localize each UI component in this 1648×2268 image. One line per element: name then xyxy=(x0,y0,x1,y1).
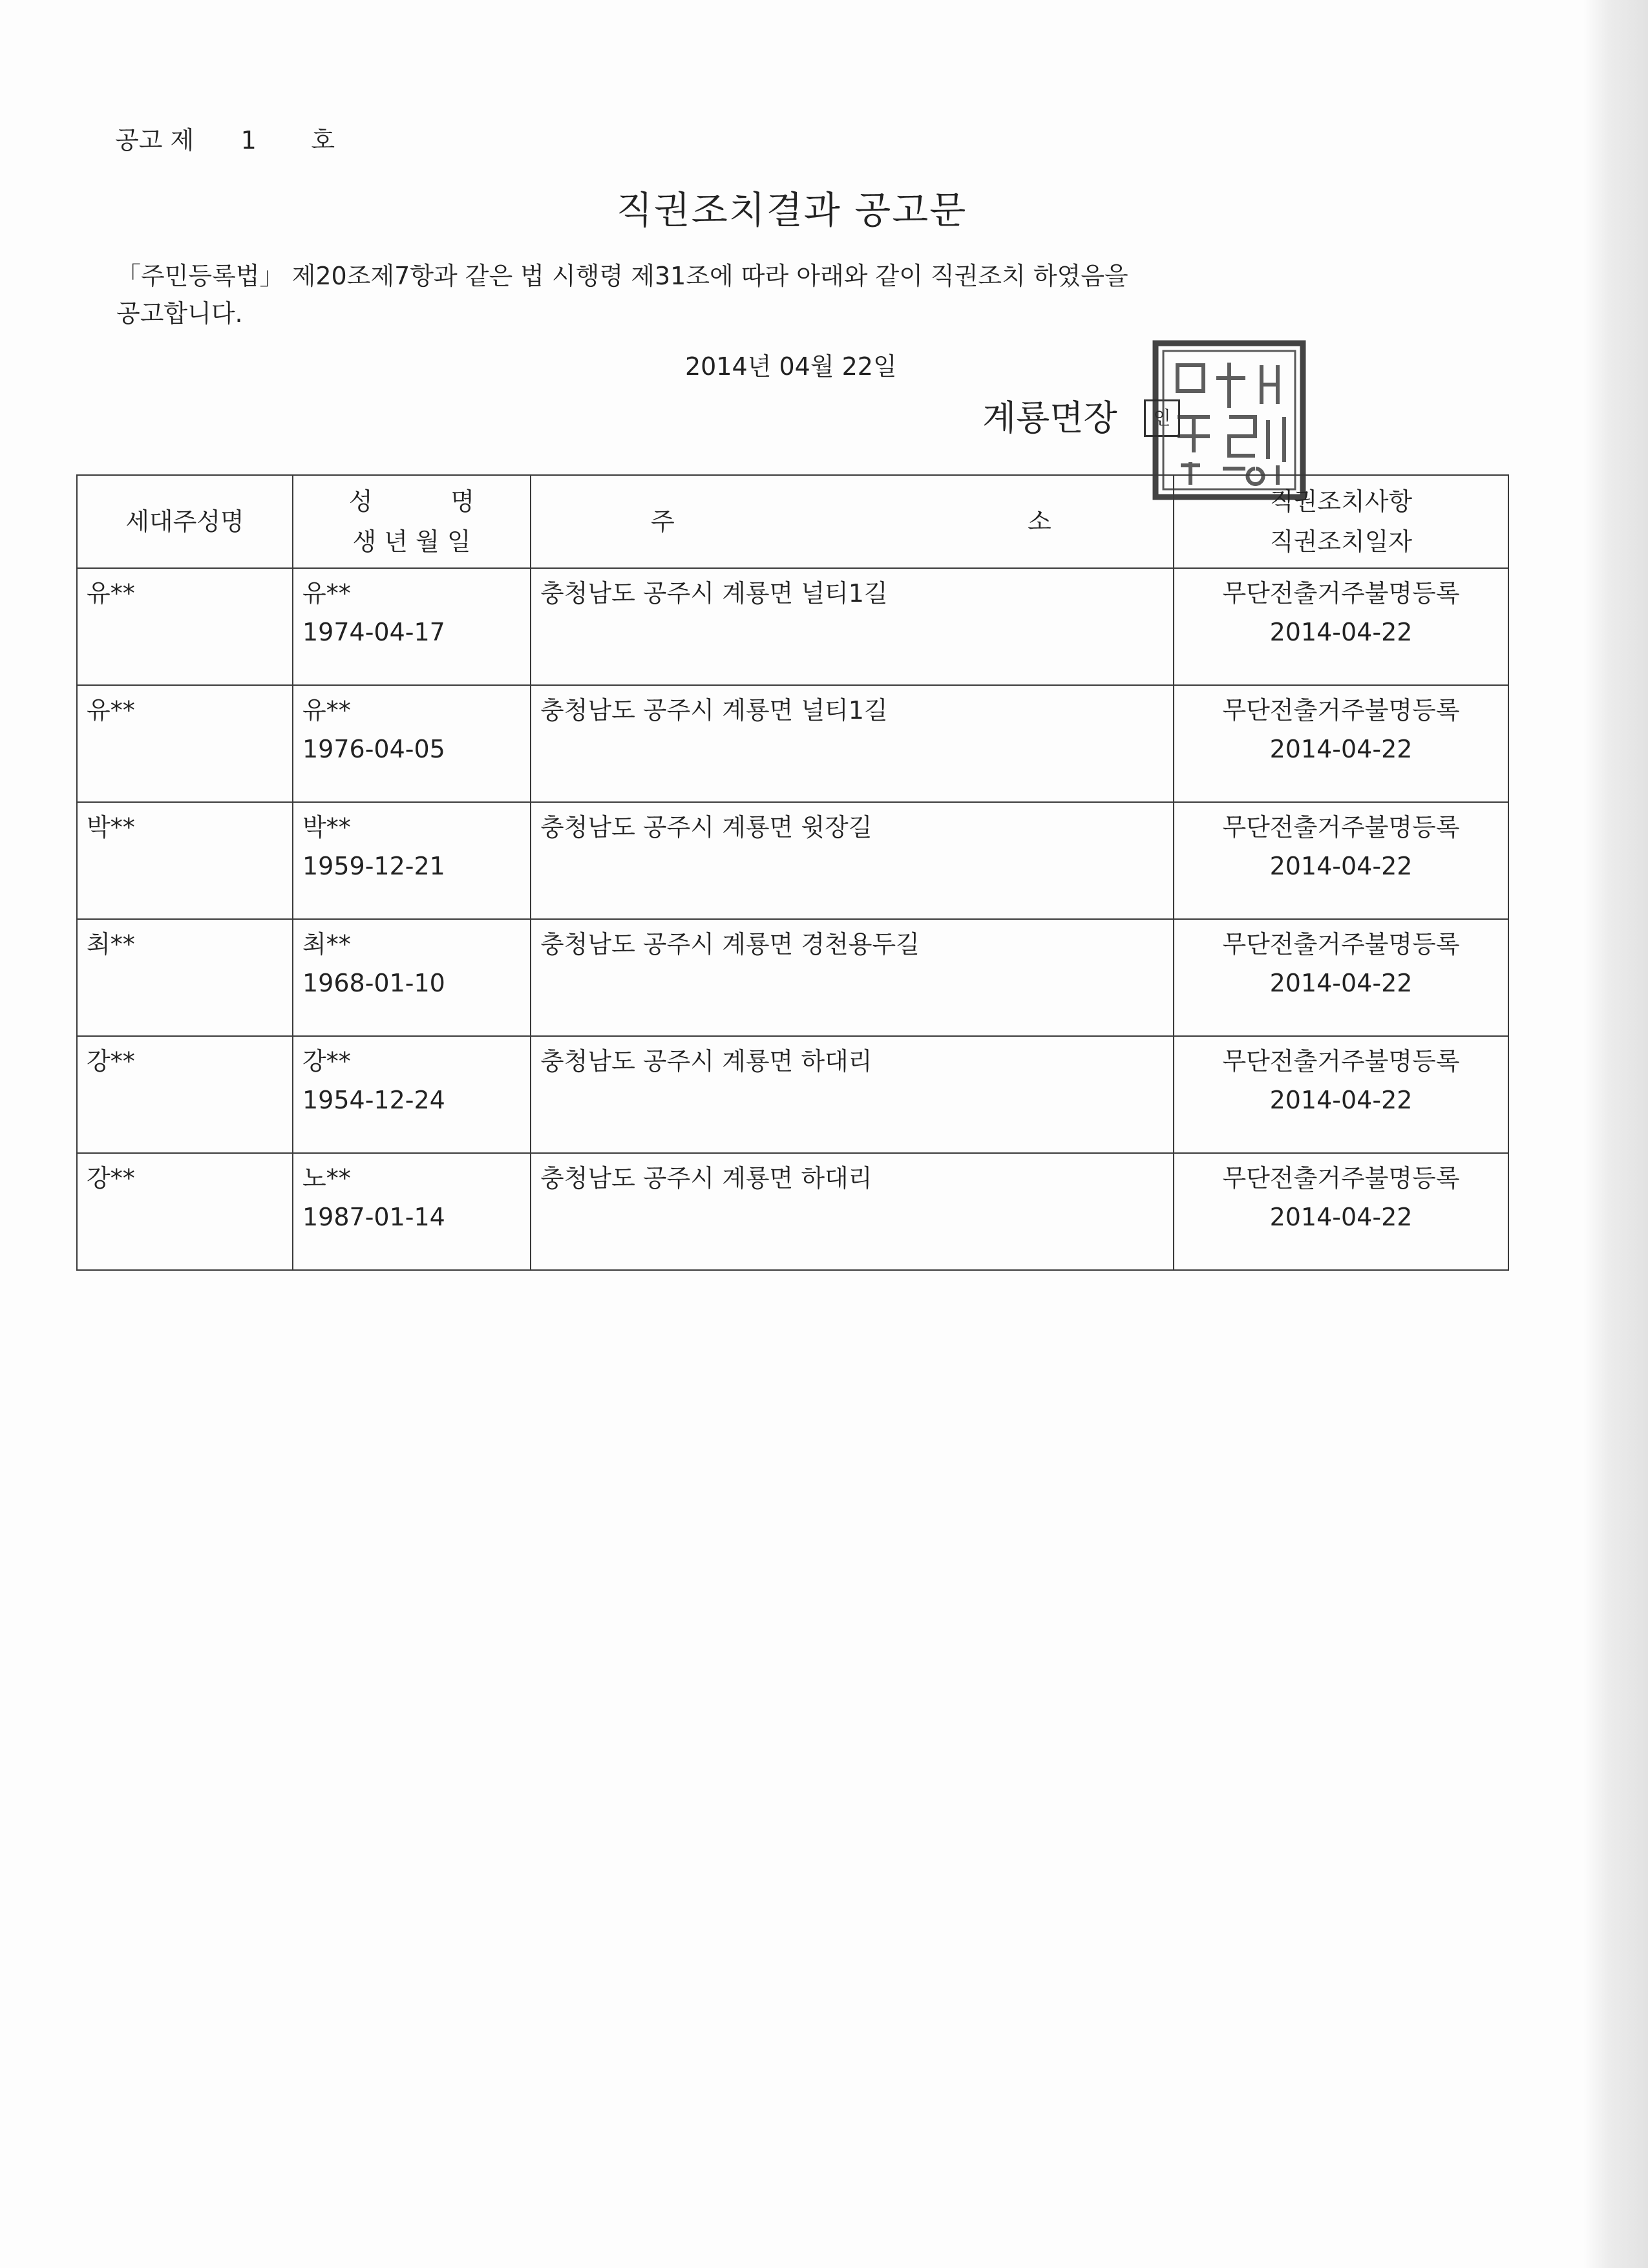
header-address xyxy=(531,475,1174,568)
birthdate-value: 1959-12-21 xyxy=(302,852,445,880)
header-address-right: 소 xyxy=(1028,507,1051,536)
header-action-date: 직권조치일자 xyxy=(1269,527,1413,556)
action-results-table xyxy=(76,474,1509,1271)
address-cell: 충청남도 공주시 계룡면 널티1길 xyxy=(531,685,1174,802)
household-head-cell: 박** xyxy=(77,802,293,919)
header-name: 성 명 xyxy=(348,487,475,516)
header-household-head: 세대주성명 xyxy=(77,475,293,568)
action-date-value: 2014-04-22 xyxy=(1269,969,1413,997)
action-value: 무단전출거주불명등록 xyxy=(1222,1164,1460,1192)
birthdate-value: 1968-01-10 xyxy=(302,969,445,997)
action-date-value: 2014-04-22 xyxy=(1269,1086,1413,1114)
name-value: 박** xyxy=(302,813,351,842)
household-head-cell: 유** xyxy=(77,685,293,802)
name-birthdate-cell xyxy=(293,1153,531,1270)
birthdate-value: 1987-01-14 xyxy=(302,1203,445,1231)
document-title: 직권조치결과 공고문 xyxy=(616,188,967,232)
name-birthdate-cell xyxy=(293,919,531,1036)
action-value: 무단전출거주불명등록 xyxy=(1222,930,1460,959)
table-row xyxy=(77,1153,1508,1270)
action-cell xyxy=(1174,802,1508,919)
notice-body: 「주민등록법」 제20조제7항과 같은 법 시행령 제31조에 따라 아래와 같이 직권조치 하였음을 공고합니다. xyxy=(116,262,1128,328)
action-value: 무단전출거주불명등록 xyxy=(1222,813,1460,842)
action-date-value: 2014-04-22 xyxy=(1269,852,1413,880)
address-cell: 충청남도 공주시 계룡면 하대리 xyxy=(531,1153,1174,1270)
action-value: 무단전출거주불명등록 xyxy=(1222,579,1460,608)
header-action-type: 직권조치사항 xyxy=(1269,487,1413,516)
household-head-cell: 강** xyxy=(77,1153,293,1270)
household-head-cell: 유** xyxy=(77,568,293,685)
action-date-value: 2014-04-22 xyxy=(1269,618,1413,646)
name-birthdate-cell xyxy=(293,1036,531,1153)
table-header-row xyxy=(77,475,1508,568)
name-value: 유** xyxy=(302,696,351,725)
table-row xyxy=(77,802,1508,919)
address-cell: 충청남도 공주시 계룡면 경천용두길 xyxy=(531,919,1174,1036)
action-date-value: 2014-04-22 xyxy=(1269,1203,1413,1231)
header-name-birthdate xyxy=(293,475,531,568)
action-cell xyxy=(1174,1036,1508,1153)
action-date-value: 2014-04-22 xyxy=(1269,735,1413,763)
address-cell: 충청남도 공주시 계룡면 널티1길 xyxy=(531,568,1174,685)
name-value: 노** xyxy=(302,1164,351,1192)
header-address-left: 주 xyxy=(651,507,675,536)
name-value: 유** xyxy=(302,579,351,608)
action-cell xyxy=(1174,1153,1508,1270)
notice-number: 공고 제 1 호 xyxy=(115,126,335,154)
table-row xyxy=(77,919,1508,1036)
scan-edge-shadow xyxy=(1583,0,1648,2268)
table-row xyxy=(77,568,1508,685)
name-value: 강** xyxy=(302,1047,351,1076)
name-birthdate-cell xyxy=(293,802,531,919)
address-cell: 충청남도 공주시 계룡면 윗장길 xyxy=(531,802,1174,919)
action-cell xyxy=(1174,568,1508,685)
household-head-cell: 최** xyxy=(77,919,293,1036)
name-value: 최** xyxy=(302,930,351,959)
action-cell xyxy=(1174,685,1508,802)
address-cell: 충청남도 공주시 계룡면 하대리 xyxy=(531,1036,1174,1153)
household-head-cell: 강** xyxy=(77,1036,293,1153)
birthdate-value: 1976-04-05 xyxy=(302,735,445,763)
name-birthdate-cell xyxy=(293,685,531,802)
seal-mark: 인 xyxy=(1144,399,1180,437)
action-value: 무단전출거주불명등록 xyxy=(1222,696,1460,725)
header-birthdate: 생 년 월 일 xyxy=(352,527,471,556)
table-row xyxy=(77,1036,1508,1153)
notice-date: 2014년 04월 22일 xyxy=(685,352,897,381)
action-cell xyxy=(1174,919,1508,1036)
birthdate-value: 1974-04-17 xyxy=(302,618,445,646)
header-action xyxy=(1174,475,1508,568)
birthdate-value: 1954-12-24 xyxy=(302,1086,445,1114)
name-birthdate-cell xyxy=(293,568,531,685)
signer-title: 계룡면장 xyxy=(982,397,1117,438)
table-row xyxy=(77,685,1508,802)
action-value: 무단전출거주불명등록 xyxy=(1222,1047,1460,1076)
